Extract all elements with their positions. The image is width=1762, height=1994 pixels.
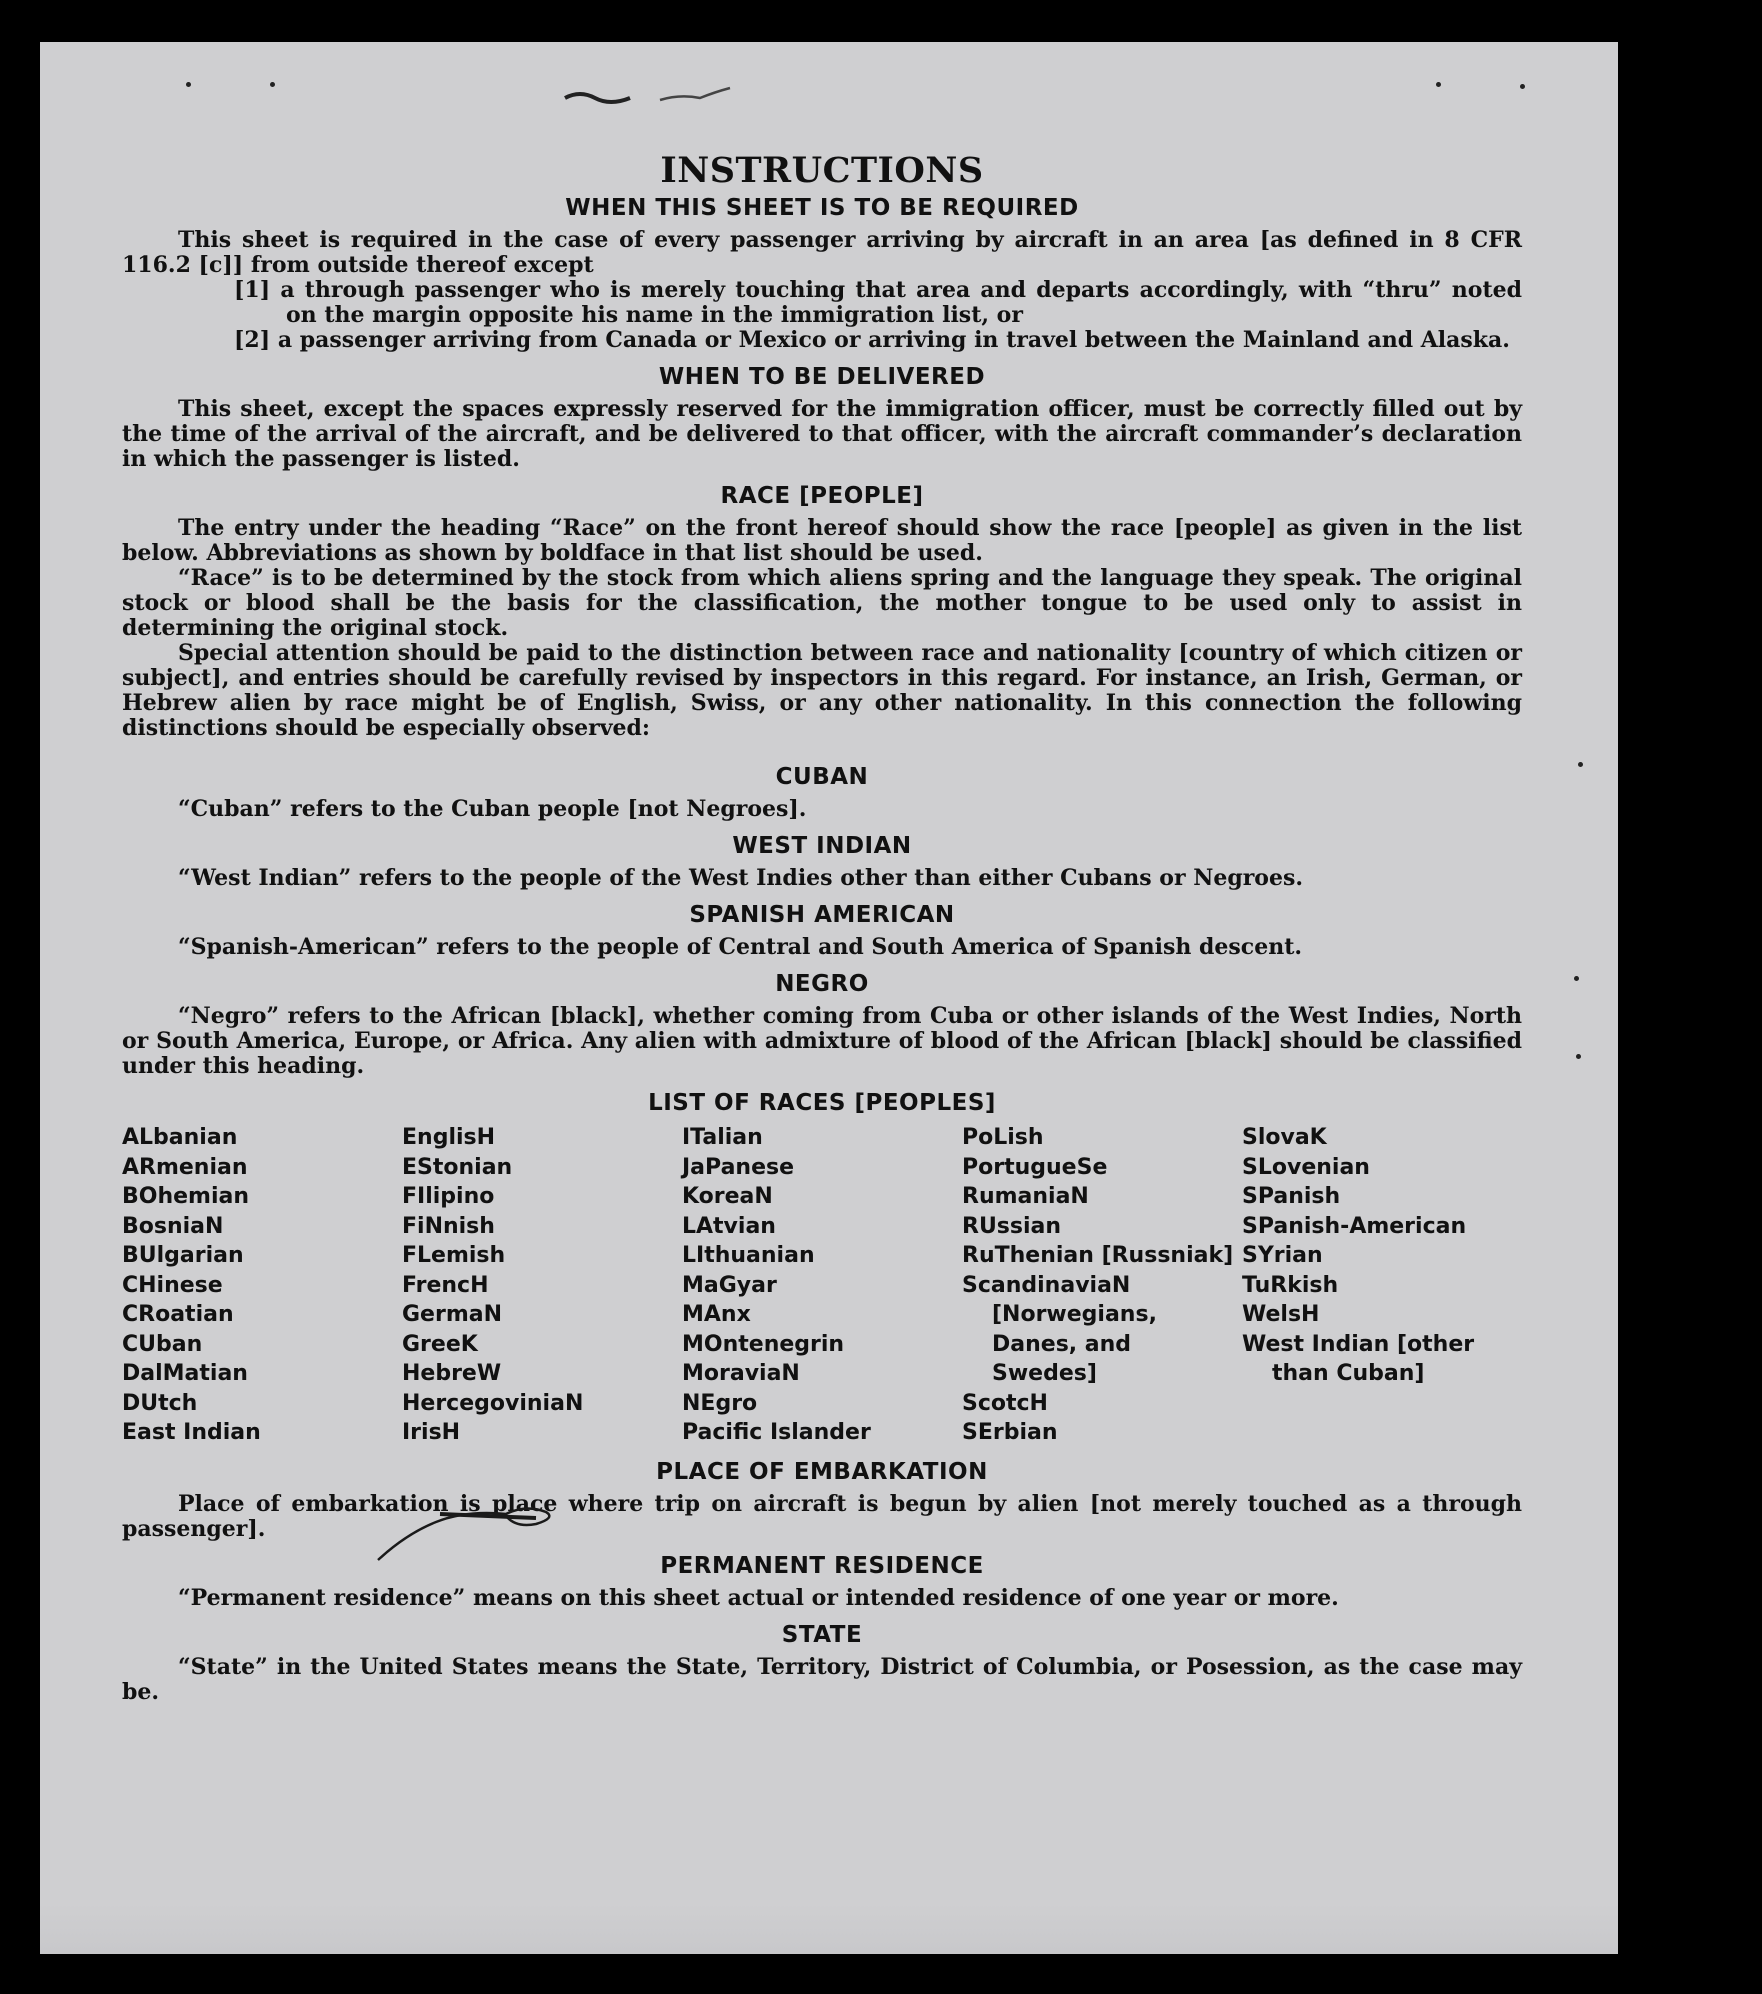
spanish-american-text: “Spanish-American” refers to the people of Central and South America of Spanish descent. (178, 934, 1303, 960)
race-item: NEgro (682, 1390, 758, 1416)
heading-state: STATE (781, 1621, 863, 1648)
pen-mark-top (560, 82, 750, 112)
race-item: SPanish (1242, 1184, 1341, 1209)
heading-permanent-residence: PERMANENT RESIDENCE (660, 1552, 984, 1579)
race-paragraph-1: The entry under the heading “Race” on the front hereof should show the race [people] as given in the list below. Abbreviations as shown by boldface in that list should be used. (122, 515, 1522, 566)
margin-dot (1436, 82, 1441, 87)
exception-item-1: [1] a through passenger who is merely touching that area and departs accordingly, with “thru” noted on the margin opposite his name in the immigration list, or (234, 277, 1522, 328)
race-item: JaPanese (682, 1154, 795, 1180)
races-column-4 (962, 1123, 1242, 1448)
race-item: BosniaN (122, 1213, 224, 1239)
race-item: FrencH (402, 1272, 489, 1298)
race-item: MoraviaN (682, 1361, 800, 1386)
race-item: MOntenegrin (682, 1331, 845, 1357)
heading-cuban: CUBAN (775, 764, 869, 790)
race-item: DalMatian (122, 1361, 248, 1386)
margin-dot (1578, 762, 1583, 767)
race-item: BUlgarian (122, 1243, 244, 1268)
race-item: SLovenian (1242, 1154, 1370, 1180)
margin-dot (270, 82, 275, 87)
race-item: FLemish (402, 1243, 506, 1268)
exception-item-2: [2] a passenger arriving from Canada or Mexico or arriving in travel between the Mainland and Alaska. (234, 327, 1510, 353)
race-item: EnglisH (402, 1125, 496, 1150)
heading-west-indian: WEST INDIAN (732, 833, 912, 859)
race-item: MAnx (682, 1302, 751, 1327)
race-item: RumaniaN (962, 1184, 1089, 1209)
margin-dot (186, 82, 191, 87)
race-item: CHinese (122, 1272, 223, 1298)
page-title: INSTRUCTIONS (660, 150, 984, 191)
residence-text: “Permanent residence” means on this sheet actual or intended residence of one year or more. (178, 1584, 1339, 1611)
heading-list-of-races: LIST OF RACES [PEOPLES] (648, 1090, 996, 1116)
race-item: WelsH (1242, 1302, 1320, 1327)
race-item: ALbanian (122, 1125, 238, 1150)
race-item: West Indian [other than Cuban] (1242, 1331, 1475, 1386)
race-item: IrisH (402, 1420, 461, 1445)
race-item: MaGyar (682, 1272, 777, 1298)
state-text: “State” in the United States means the State, Territory, District of Columbia, or Posession, as the case may be. (122, 1653, 1522, 1705)
heading-place-of-embarkation: PLACE OF EMBARKATION (656, 1458, 988, 1485)
race-paragraph-2: “Race” is to be determined by the stock from which aliens spring and the language they speak. The original stock or blood shall be the basis for the classification, the mother tongue to be used only to assist in determining the original stock. (122, 565, 1522, 641)
race-item: BOhemian (122, 1184, 250, 1209)
west-indian-text: “West Indian” refers to the people of the West Indies other than either Cubans or Negroes. (178, 865, 1304, 891)
margin-dot (1574, 976, 1579, 981)
races-list (122, 1123, 1522, 1448)
instructions-content (122, 150, 1522, 1705)
race-item: PortugueSe (962, 1154, 1108, 1180)
document-page (40, 42, 1618, 1954)
race-item: TuRkish (1242, 1272, 1339, 1298)
race-item: SErbian (962, 1420, 1058, 1445)
when-delivered-text: This sheet, except the spaces expressly reserved for the immigration officer, must be correctly filled out by the time of the arrival of the aircraft, and be delivered to that officer, with the aircraft commander’s declaration in which the passenger is listed. (122, 396, 1522, 472)
race-item: EStonian (402, 1154, 513, 1180)
margin-dot (1520, 84, 1525, 89)
race-item: CUban (122, 1331, 203, 1357)
race-item: ITalian (682, 1125, 763, 1150)
race-item: SPanish-American (1242, 1213, 1467, 1239)
race-paragraph-3: Special attention should be paid to the distinction between race and nationality [country of which citizen or subject], and entries should be carefully revised by inspectors in this regard. For instance, an Irish, German, or Hebrew alien by race might be of English, Swiss, or any other nationality. In this connection the following distinctions should be especially observed: (122, 640, 1522, 741)
race-item: GreeK (402, 1331, 478, 1357)
race-item: GermaN (402, 1302, 503, 1327)
heading-spanish-american: SPANISH AMERICAN (689, 902, 955, 928)
race-item: RuThenian [Russniak] (962, 1243, 1234, 1268)
handwritten-strike-mark (376, 1494, 576, 1564)
race-item: PoLish (962, 1125, 1044, 1150)
races-column-3 (682, 1123, 962, 1448)
race-item: FIlipino (402, 1184, 495, 1209)
races-column-1 (122, 1123, 402, 1448)
when-required-intro: This sheet is required in the case of every passenger arriving by aircraft in an area [as defined in 8 CFR 116.2 [c]] from outside thereof except (122, 227, 1522, 278)
heading-when-required: WHEN THIS SHEET IS TO BE REQUIRED (565, 195, 1079, 221)
race-item: SlovaK (1242, 1125, 1327, 1150)
margin-dot (1576, 1054, 1581, 1059)
race-item-crossed-out: HebreW (402, 1361, 502, 1386)
race-item: ARmenian (122, 1154, 248, 1180)
race-item: LAtvian (682, 1213, 776, 1239)
embarkation-text: Place of embarkation is place where trip on aircraft is begun by alien [not merely touched as a through passenger]. (122, 1490, 1522, 1542)
race-item: KoreaN (682, 1184, 773, 1209)
race-item: CRoatian (122, 1302, 234, 1327)
race-item: DUtch (122, 1390, 198, 1416)
race-item: LIthuanian (682, 1243, 815, 1268)
race-item: FiNnish (402, 1213, 495, 1239)
cuban-text: “Cuban” refers to the Cuban people [not Negroes]. (178, 796, 807, 822)
race-item: ScandinaviaN [Norwegians, Danes, and Swedes] (962, 1272, 1157, 1386)
heading-race: RACE [PEOPLE] (720, 483, 924, 509)
heading-negro: NEGRO (775, 971, 869, 997)
races-column-5 (1242, 1123, 1522, 1448)
races-column-2 (402, 1123, 682, 1448)
race-item: SYrian (1242, 1243, 1323, 1268)
race-item: Pacific Islander (682, 1420, 871, 1445)
race-item: HercegoviniaN (402, 1390, 584, 1416)
negro-text: “Negro” refers to the African [black], whether coming from Cuba or other islands of the West Indies, North or South America, Europe, or Africa. Any alien with admixture of blood of the African [black] should be classified under this heading. (122, 1003, 1522, 1079)
race-item: East Indian (122, 1420, 261, 1445)
race-item: RUssian (962, 1213, 1062, 1239)
heading-when-delivered: WHEN TO BE DELIVERED (658, 364, 986, 390)
race-item: ScotcH (962, 1390, 1048, 1416)
